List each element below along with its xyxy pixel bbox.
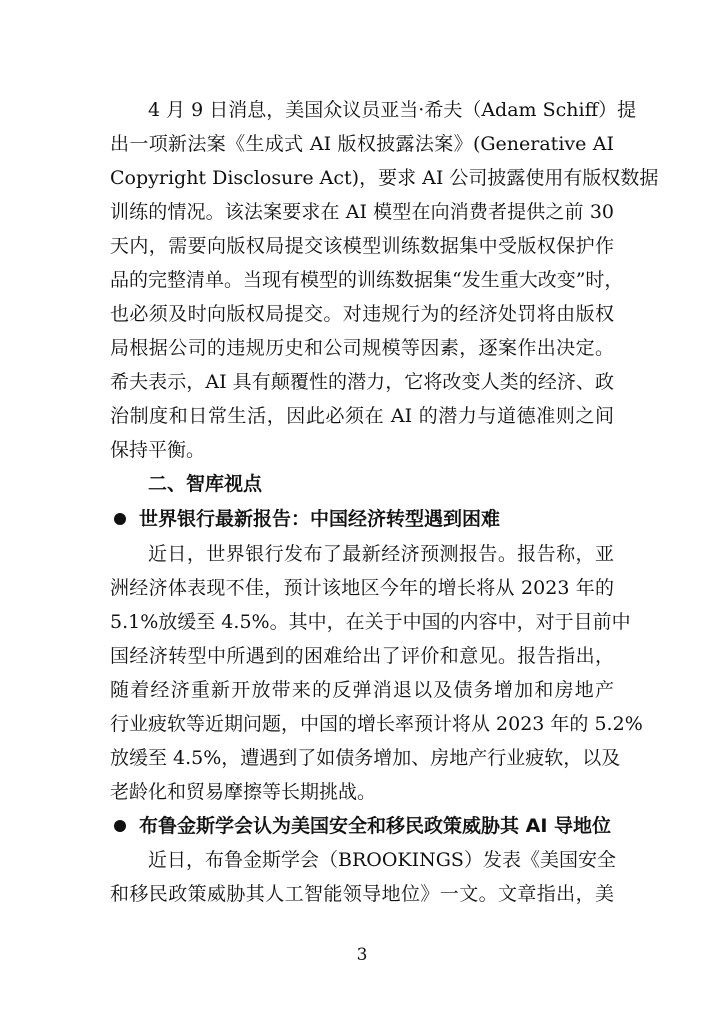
paragraph-line: 近日，布鲁金斯学会（BROOKINGS）发表《美国安全	[148, 849, 616, 871]
page-number: 3	[356, 945, 368, 965]
paragraph-line: 治制度和日常生活，因此必须在 AI 的潜力与道德准则之间	[110, 405, 614, 427]
paragraph-line: 希夫表示，AI 具有颠覆性的潜力，它将改变人类的经济、政	[110, 371, 614, 393]
paragraph-line: 老龄化和贸易摩擦等长期挑战。	[110, 781, 377, 803]
paragraph-line: 近日，世界银行发布了最新经济预测报告。报告称，亚	[148, 543, 614, 565]
paragraph-line: 国经济转型中所遇到的困难给出了评价和意见。报告指出，	[110, 645, 614, 667]
paragraph-line: 天内，需要向版权局提交该模型训练数据集中受版权保护作	[110, 235, 614, 257]
paragraph-line: 5.1%放缓至 4.5%。其中，在关于中国的内容中，对于目前中	[110, 611, 631, 633]
paragraph-line: 随着经济重新开放带来的反弹消退以及债务增加和房地产	[110, 679, 614, 701]
paragraph-line: 训练的情况。该法案要求在 AI 模型在向消费者提供之前 30	[110, 201, 614, 223]
section-heading: 二、智库视点	[148, 473, 263, 495]
bullet-dot-icon	[114, 513, 126, 525]
paragraph-line: Copyright Disclosure Act)，要求 AI 公司披露使用有版权数据	[110, 167, 659, 189]
bullet-heading-text: 布鲁金斯学会认为美国安全和移民政策威胁其 AI 导地位	[139, 815, 612, 837]
bullet-heading	[110, 506, 614, 532]
paragraph-line: 4 月 9 日消息，美国众议员亚当·希夫（Adam Schiff）提	[148, 99, 637, 121]
paragraph-line: 也必须及时向版权局提交。对违规行为的经济处罚将由版权	[110, 303, 614, 325]
paragraph-line: 保持平衡。	[110, 439, 206, 461]
paragraph-line: 品的完整清单。当现有模型的训练数据集“发生重大改变”时，	[110, 269, 624, 291]
bullet-heading	[110, 813, 614, 839]
paragraph-line: 洲经济体表现不佳，预计该地区今年的增长将从 2023 年的	[110, 577, 614, 599]
paragraph-line: 局根据公司的违规历史和公司规模等因素，逐案作出决定。	[110, 337, 614, 359]
paragraph-line: 放缓至 4.5%，遭遇到了如债务增加、房地产行业疲软，以及	[110, 747, 621, 769]
paragraph-line: 行业疲软等近期问题，中国的增长率预计将从 2023 年的 5.2%	[110, 713, 643, 735]
bullet-heading-text: 世界银行最新报告：中国经济转型遇到困难	[139, 508, 501, 530]
paragraph-line: 和移民政策威胁其人工智能领导地位》一文。文章指出，美	[110, 883, 614, 905]
bullet-dot-icon	[114, 820, 126, 832]
paragraph-line: 出一项新法案《生成式 AI 版权披露法案》(Generative AI	[110, 133, 614, 155]
